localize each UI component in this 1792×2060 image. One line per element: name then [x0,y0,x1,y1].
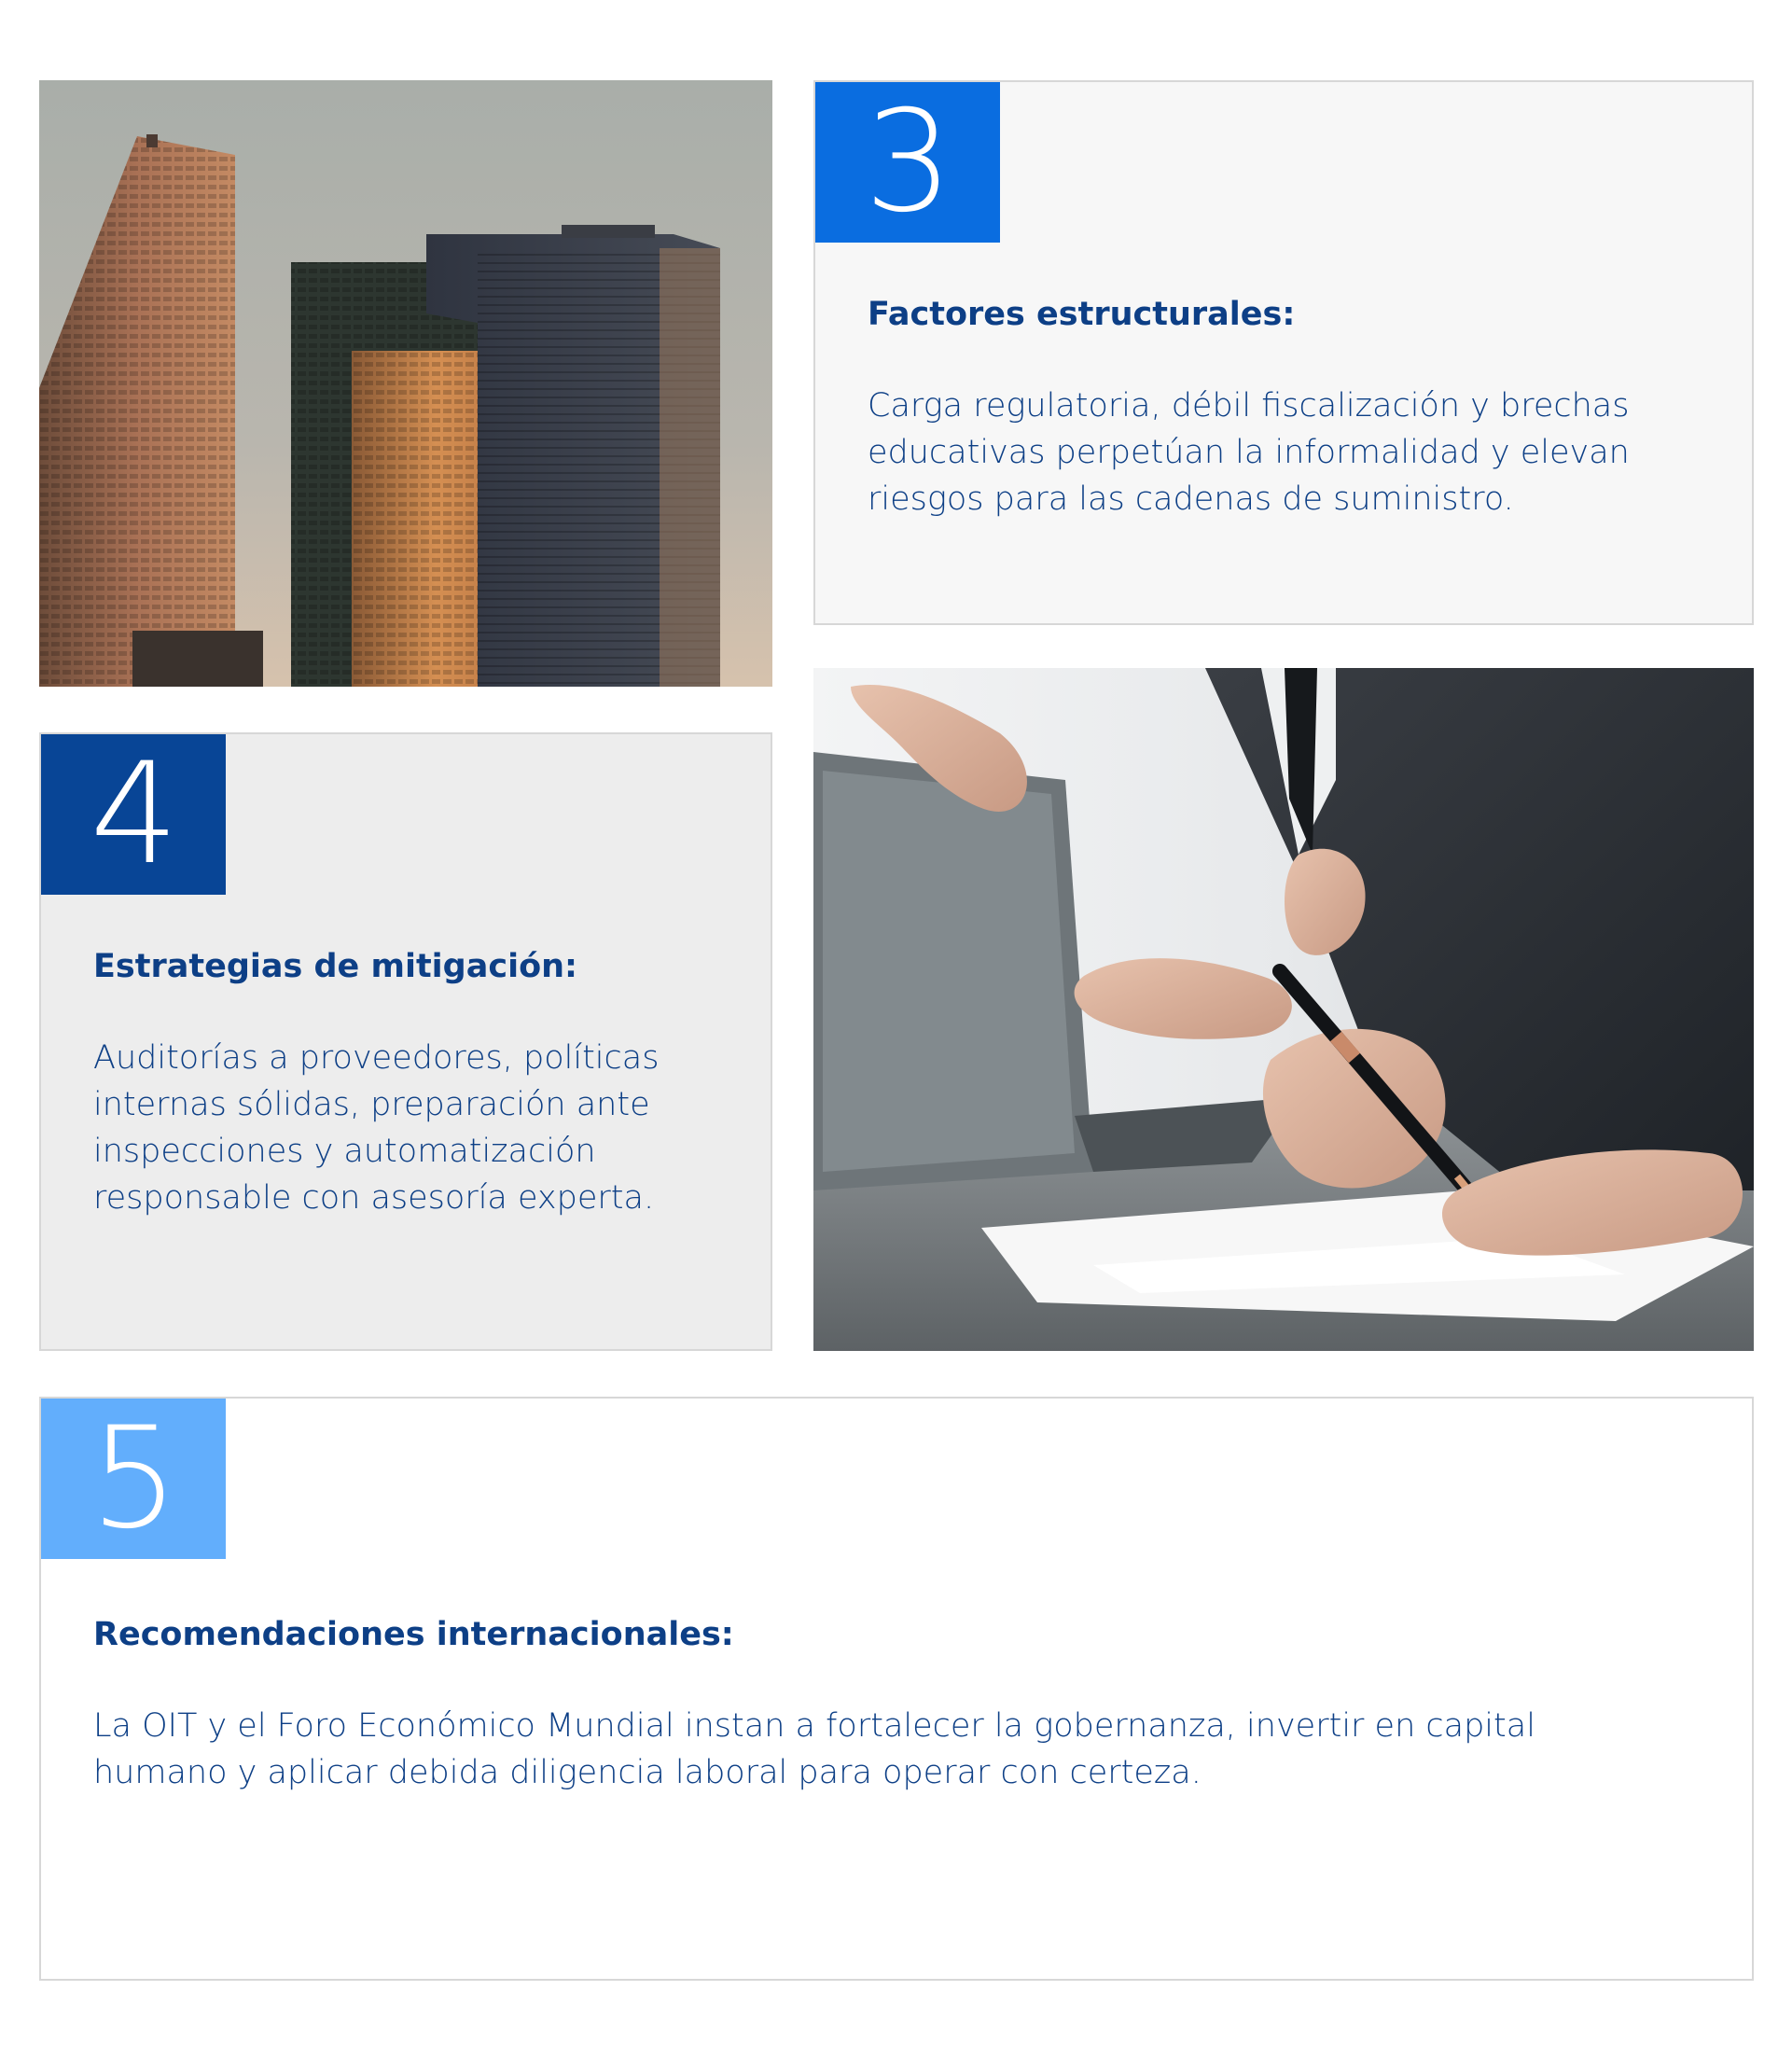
card-heading: Recomendaciones internacionales: [93,1616,734,1653]
business-signing-illustration [813,668,1754,1351]
card-number-3: 3 [815,82,1000,243]
card-body-text: Auditorías a proveedores, políticas internas sólidas, preparación ante inspecciones y automatización responsable con asesoría experta. [93,1039,660,1217]
card-heading: Estrategias de mitigación: [93,948,578,985]
card-structural-factors [813,80,1754,625]
card-number-4: 4 [41,734,226,895]
card-body-text: La OIT y el Foro Económico Mundial instan a fortalecer la gobernanza, invertir en capital humano y aplicar debida diligencia laboral para operar con certeza. [93,1707,1535,1791]
skyscrapers-photo [39,80,772,687]
card-international-recommendations [39,1397,1754,1981]
card-mitigation-strategies [39,732,772,1351]
skyscrapers-illustration [39,80,772,687]
card-body-text: Carga regulatoria, débil fiscalización y brechas educativas perpetúan la informalidad y elevan riesgos para las cadenas de suministro. [868,387,1630,518]
card-heading: Factores estructurales: [868,296,1296,333]
card-number-5: 5 [41,1399,226,1559]
business-signing-photo [813,668,1754,1351]
